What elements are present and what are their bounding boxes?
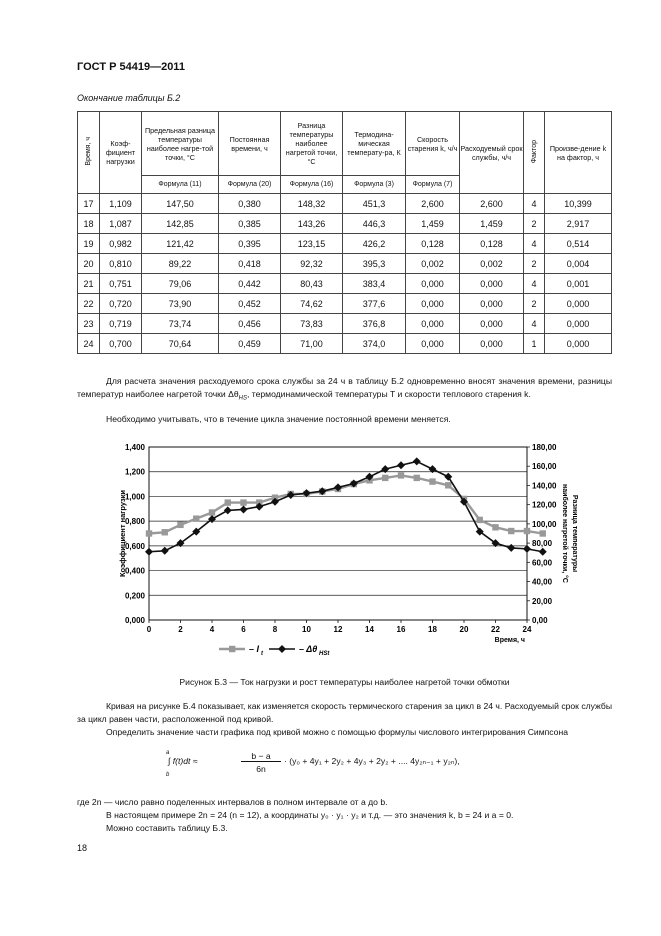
table-cell: 0,000 xyxy=(460,334,524,354)
table-cell: 0,395 xyxy=(219,234,281,254)
table-cell: 383,4 xyxy=(343,274,406,294)
data-point xyxy=(145,548,153,556)
formula-ref: Формула (16) xyxy=(281,176,343,194)
data-point xyxy=(224,506,232,514)
table-row xyxy=(78,314,612,334)
x-tick-label: 4 xyxy=(209,625,215,634)
table-cell: 19 xyxy=(78,234,100,254)
y-tick-label-right: 40,00 xyxy=(532,577,553,587)
table-row xyxy=(78,334,612,354)
table-cell: 446,3 xyxy=(343,214,406,234)
x-tick-label: 14 xyxy=(365,625,374,634)
table-cell: 2 xyxy=(524,294,545,314)
paragraph: где 2n — число равно поделенных интервалов в полном интервале от a до b. xyxy=(77,797,388,807)
y-tick-label-right: 0,00 xyxy=(532,616,548,625)
data-point xyxy=(398,472,404,478)
x-tick-label: 20 xyxy=(459,625,469,634)
table-cell: 0,000 xyxy=(460,314,524,334)
table-cell: 80,43 xyxy=(281,274,343,294)
legend-marker xyxy=(278,645,286,653)
table-row xyxy=(78,254,612,274)
table-cell: 147,50 xyxy=(142,194,219,214)
table-cell: 2,917 xyxy=(545,214,612,234)
table-cell: 0,000 xyxy=(406,314,460,334)
y-tick-label-right: 60,00 xyxy=(532,558,553,568)
paragraph: Необходимо учитывать, что в течение цикла значение постоянной времени меняется. xyxy=(106,414,451,424)
x-tick-label: 6 xyxy=(241,625,246,634)
table-cell: 2,600 xyxy=(460,194,524,214)
y-tick-label-right: 160,00 xyxy=(532,462,557,472)
table-cell: 89,22 xyxy=(142,254,219,274)
table-cell: 0,442 xyxy=(219,274,281,294)
y-tick-label-left: 0,400 xyxy=(124,566,145,576)
data-point xyxy=(477,517,483,523)
data-point xyxy=(146,530,152,536)
y-tick-label-right: 20,00 xyxy=(532,596,553,606)
col-header: Время, ч xyxy=(78,112,100,194)
paragraph: Для расчета значения расходуемого срока службы за 24 ч в таблицу Б.2 одновременно вносят значения времени, разницы температур наиболее нагретой точки $\Delta\theta_{HS}$, термодинамической температуры T и скорости теплового старения k. xyxy=(77,376,612,402)
table-cell: 22 xyxy=(78,294,100,314)
y-tick-label-right: 100,00 xyxy=(532,519,557,529)
x-tick-label: 10 xyxy=(302,625,311,634)
plot-frame xyxy=(149,447,527,620)
data-point xyxy=(240,499,246,505)
col-header: Предельная разница температуры наиболее нагре-той точки, °С xyxy=(142,112,219,176)
table-cell: 18 xyxy=(78,214,100,234)
data-point xyxy=(177,522,183,528)
table-cell: 1,459 xyxy=(406,214,460,234)
y-tick-label-left: 1,000 xyxy=(124,492,145,502)
table-row xyxy=(78,294,612,314)
x-axis-label: Время, ч xyxy=(494,637,525,644)
data-point xyxy=(508,528,514,534)
col-header: Коэф-фициент нагрузки xyxy=(100,112,142,194)
table-row xyxy=(78,214,612,234)
table-cell: 73,90 xyxy=(142,294,219,314)
figure-caption: Рисунок Б.3 — Ток нагрузки и рост температуры наиболее нагретой точки обмотки xyxy=(179,677,510,687)
table-cell: 1,087 xyxy=(100,214,142,234)
y-tick-label-right: 180,00 xyxy=(532,443,557,452)
table-row xyxy=(78,274,612,294)
table-row xyxy=(78,234,612,254)
legend-label: – Δθ xyxy=(299,644,318,654)
x-tick-label: 2 xyxy=(178,625,183,634)
table-cell: 20 xyxy=(78,254,100,274)
formula-ref: Формула (3) xyxy=(343,176,406,194)
table-cell: 74,62 xyxy=(281,294,343,314)
table-row xyxy=(78,194,612,214)
x-tick-label: 0 xyxy=(146,625,152,634)
table-cell: 374,0 xyxy=(343,334,406,354)
paragraph: В настоящем примере 2n = 24 (n = 12), а координаты y₀ · y₁ · y₂ и т.д. — это значения k, b = 24 и a = 0. xyxy=(106,810,514,820)
y-axis-label-left: Коэффициент нагрузки xyxy=(118,489,127,578)
col-header: Термодина-мическая температу-ра, К xyxy=(343,112,406,176)
series-line xyxy=(149,475,543,533)
table-cell: 4 xyxy=(524,274,545,294)
table-caption: Окончание таблицы Б.2 xyxy=(77,93,181,103)
table-cell: 2 xyxy=(524,214,545,234)
table-cell: 0,000 xyxy=(406,334,460,354)
table-cell: 4 xyxy=(524,194,545,214)
y-tick-label-left: 0,800 xyxy=(124,517,145,527)
table-cell: 1,459 xyxy=(460,214,524,234)
table-cell: 71,00 xyxy=(281,334,343,354)
data-point xyxy=(413,457,421,465)
table-cell: 2 xyxy=(524,254,545,274)
data-point xyxy=(445,482,451,488)
col-header: Произве-дение k на фактор, ч xyxy=(545,112,612,194)
y-tick-label-left: 1,400 xyxy=(124,443,145,452)
data-point xyxy=(193,515,199,521)
legend-label: – I xyxy=(249,644,260,654)
legend-label-sub: t xyxy=(261,651,263,657)
y-tick-label-left: 1,200 xyxy=(124,467,145,477)
table-cell: 0,004 xyxy=(545,254,612,274)
table-cell: 142,85 xyxy=(142,214,219,234)
y-tick-label-left: 0,600 xyxy=(124,541,145,551)
legend-marker xyxy=(229,646,235,652)
table-cell: 0,456 xyxy=(219,314,281,334)
table-cell: 0,001 xyxy=(545,274,612,294)
chart xyxy=(77,437,612,667)
data-point xyxy=(539,548,547,556)
table-cell: 92,32 xyxy=(281,254,343,274)
table-cell: 121,42 xyxy=(142,234,219,254)
x-tick-label: 8 xyxy=(272,625,278,634)
table-cell: 0,000 xyxy=(545,294,612,314)
data-point xyxy=(397,461,405,469)
data-point xyxy=(524,528,530,534)
table-cell: 0,810 xyxy=(100,254,142,274)
table-cell: 24 xyxy=(78,334,100,354)
table-cell: 0,000 xyxy=(460,294,524,314)
y-tick-label-right: 80,00 xyxy=(532,539,553,549)
data-point xyxy=(507,544,515,552)
document-header: ГОСТ Р 54419—2011 xyxy=(77,61,185,73)
table-cell: 0,128 xyxy=(460,234,524,254)
table-cell: 17 xyxy=(78,194,100,214)
col-header: Разница температуры наиболее нагретой точки, °С xyxy=(281,112,343,176)
data-point xyxy=(540,530,546,536)
table-cell: 0,000 xyxy=(406,274,460,294)
table-cell: 0,385 xyxy=(219,214,281,234)
table-cell: 0,128 xyxy=(406,234,460,254)
table-cell: 0,002 xyxy=(406,254,460,274)
col-header: Постоянная времени, ч xyxy=(219,112,281,176)
table-cell: 148,32 xyxy=(281,194,343,214)
table-cell: 79,06 xyxy=(142,274,219,294)
formula-ref: Формула (11) xyxy=(142,176,219,194)
data-point xyxy=(240,505,248,513)
y-tick-label-left: 0,000 xyxy=(124,616,145,625)
x-tick-label: 16 xyxy=(396,625,406,634)
table-cell: 0,982 xyxy=(100,234,142,254)
table-cell: 0,720 xyxy=(100,294,142,314)
table-cell: 0,700 xyxy=(100,334,142,354)
y-axis-label-right: Разница температуры xyxy=(571,494,578,573)
page-number: 18 xyxy=(77,843,88,853)
table-cell: 0,459 xyxy=(219,334,281,354)
y-tick-label-right: 140,00 xyxy=(532,481,557,491)
data-point xyxy=(492,524,498,530)
data-point xyxy=(225,499,231,505)
table-cell: 10,399 xyxy=(545,194,612,214)
x-tick-label: 18 xyxy=(428,625,437,634)
table-cell: 73,83 xyxy=(281,314,343,334)
table-cell: 21 xyxy=(78,274,100,294)
table-cell: 4 xyxy=(524,234,545,254)
data-point xyxy=(444,473,452,481)
table-cell: 0,380 xyxy=(219,194,281,214)
legend-label-sub: HSt xyxy=(319,651,330,657)
paragraph: Можно составить таблицу Б.3. xyxy=(106,823,228,833)
table-cell: 143,26 xyxy=(281,214,343,234)
paragraph: Кривая на рисунке Б.4 показывает, как изменяется скорость термического старения за цикл в 24 ч. Расходуемый срок службы за цикл равен части, расположенной под кривой. xyxy=(77,701,612,724)
table-cell: 0,514 xyxy=(545,234,612,254)
data-point xyxy=(209,509,215,515)
table-cell: 0,000 xyxy=(406,294,460,314)
table-cell: 376,8 xyxy=(343,314,406,334)
table-cell: 0,002 xyxy=(460,254,524,274)
col-header: Фактор xyxy=(524,112,545,194)
table-cell: 0,452 xyxy=(219,294,281,314)
table-cell: 377,6 xyxy=(343,294,406,314)
table-cell: 23 xyxy=(78,314,100,334)
table-cell: 0,000 xyxy=(545,314,612,334)
table-cell: 2,600 xyxy=(406,194,460,214)
table-cell: 395,3 xyxy=(343,254,406,274)
col-header: Расходуемый срок службы, ч/ч xyxy=(460,112,524,194)
x-tick-label: 22 xyxy=(491,625,500,634)
col-header: Скорость старения k, ч/ч xyxy=(406,112,460,176)
table-cell: 0,000 xyxy=(460,274,524,294)
table-cell: 0,000 xyxy=(545,334,612,354)
table-cell: 0,751 xyxy=(100,274,142,294)
table-cell: 4 xyxy=(524,314,545,334)
data-point xyxy=(162,529,168,535)
data-point xyxy=(414,475,420,481)
data-point xyxy=(429,478,435,484)
y-axis-label-right: наиболее нагретой точки, °С xyxy=(561,484,568,583)
table-cell: 451,3 xyxy=(343,194,406,214)
table-cell: 426,2 xyxy=(343,234,406,254)
data-point xyxy=(382,475,388,481)
table-cell: 70,64 xyxy=(142,334,219,354)
data-point xyxy=(161,547,169,555)
x-tick-label: 12 xyxy=(333,625,343,634)
data-table xyxy=(77,111,612,354)
x-tick-label: 24 xyxy=(522,625,532,634)
formula-ref: Формула (20) xyxy=(219,176,281,194)
table-cell: 73,74 xyxy=(142,314,219,334)
paragraph: Определить значение части графика под кривой можно с помощью формулы числового интегрирования Симпсона xyxy=(106,727,568,737)
formula-ref: Формула (7) xyxy=(406,176,460,194)
table-cell: 0,418 xyxy=(219,254,281,274)
y-tick-label-left: 0,200 xyxy=(124,591,145,601)
table-cell: 1 xyxy=(524,334,545,354)
table-cell: 123,15 xyxy=(281,234,343,254)
series-line xyxy=(149,461,543,551)
table-cell: 0,719 xyxy=(100,314,142,334)
table-cell: 1,109 xyxy=(100,194,142,214)
y-tick-label-right: 120,00 xyxy=(532,500,557,510)
